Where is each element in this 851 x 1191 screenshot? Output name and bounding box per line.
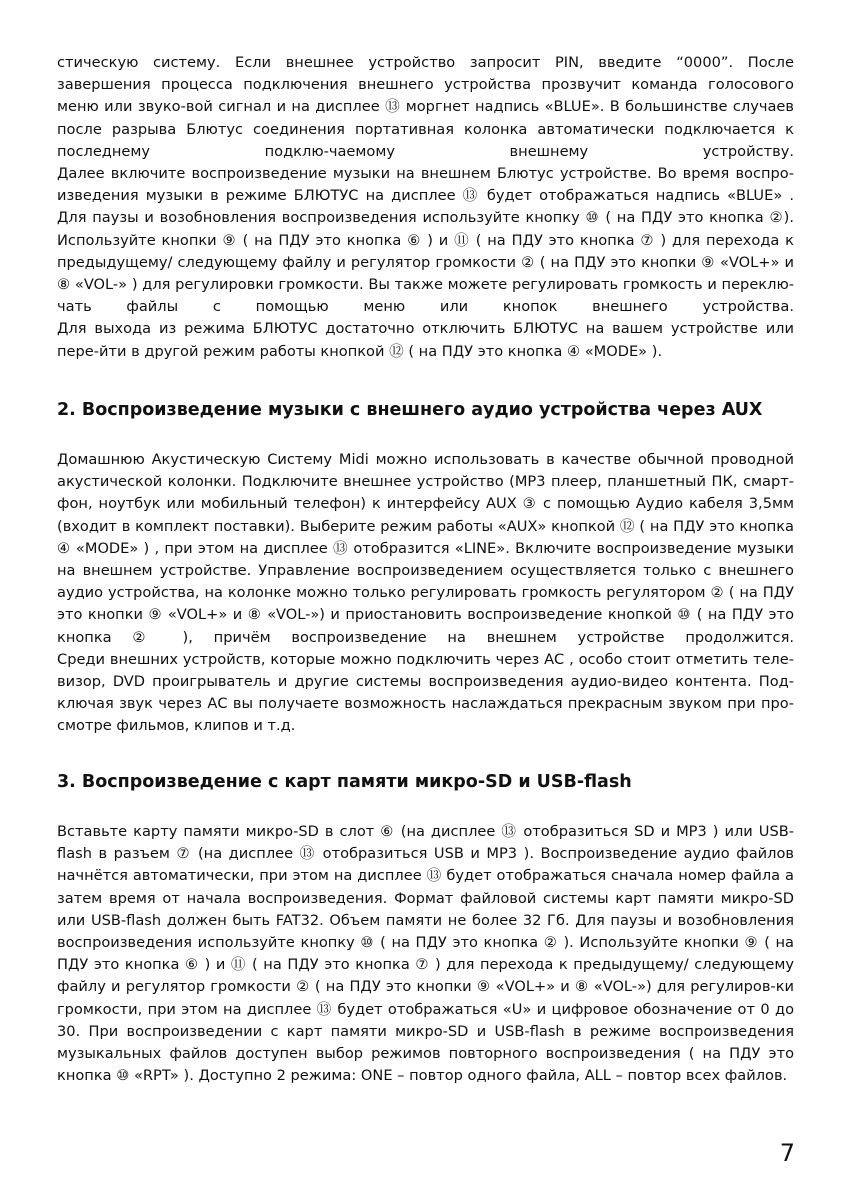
paragraph: стическую систему. Если внешнее устройство запросит PIN, введите “0000”. После завершения процесса подключения внешнего устройства прозвучит команда голосового меню или звуко-вой сигнал и на дисплее ⑬ моргнет надпись «BLUE». В большинстве случаев после разрыва Блютус соединения портативная колонка автоматически подключается к последнему подклю-чаемому внешнему устройству.	[57, 54, 794, 160]
section-1-text	[57, 52, 794, 363]
paragraph: Среди внешних устройств, которые можно подключить через АС , особо стоит отметить теле-визор, DVD проигрыватель и другие системы воспроизведения аудио-видео контента. Под-ключая звук через АС вы получаете возможность наслаждаться прекрасным звуком при про-смотре фильмов, клипов и т.д.	[57, 650, 794, 735]
section-3-text	[57, 821, 794, 1087]
paragraph: Вставьте карту памяти микро-SD в слот ⑥ (на дисплее ⑬ отобразиться SD и MP3 ) или USB-flash в разъем ⑦ (на дисплее ⑬ отобразиться USB и MP3 ). Воспроизведение аудио файлов начнётся автоматически, при этом на дисплее ⑬ будет отображаться сначала номер файла а затем время от начала воспроизведения. Формат файловой системы карт памяти микро-SD или USB-flash должен быть FAT32. Объем памяти не более 32 Гб. Для паузы и возобновления воспроизведения используйте кнопку ⑩ ( на ПДУ это кнопка ② ). Используйте кнопки ⑨ ( на ПДУ это кнопка ⑥ ) и ⑪ ( на ПДУ это кнопка ⑦ ) для перехода к предыдущему/ следующему файлу и регулятор громкости ② ( на ПДУ это кнопки ⑨ «VOL+» и ⑧ «VOL-») для регулиров-ки громкости, при этом на дисплее ⑬ будет отображаться «U» и цифровое обозначение от 0 до 30. При воспроизведении с карт памяти микро-SD и USB-flash в режиме воспроизведения музыкальных файлов доступен выбор режимов повторного воспроизведения ( на ПДУ это кнопка ⑩ «RPT» ). Доступно 2 режима: ONE – повтор одного файла, ALL – повтор всех файлов.	[57, 823, 794, 1085]
paragraph: Далее включите воспроизведение музыки на внешнем Блютус устройстве. Во время воспро-изведения музыки в режиме БЛЮТУС на дисплее ⑬ будет отображаться надпись «BLUE» . Для паузы и возобновления воспроизведения используйте кнопку ⑩ ( на ПДУ это кнопка ②). Используйте кнопки ⑨ ( на ПДУ это кнопка ⑥ ) и ⑪ ( на ПДУ это кнопка ⑦ ) для перехода к предыдущему/ следующему файлу и регулятор громкости ② ( на ПДУ это кнопки ⑨ «VOL+» и ⑧ «VOL-» ) для регулировки громкости. Вы также можете регулировать громкость и переклю-чать файлы с помощью меню или кнопок внешнего устройства.	[57, 165, 794, 316]
section-2-text	[57, 449, 794, 738]
section-3-heading: 3. Воспроизведение с карт памяти микро-SD и USB-flash	[57, 772, 632, 792]
paragraph: Домашнюю Акустическую Систему Midi можно использовать в качестве обычной проводной акустической колонки. Подключите внешнее устройство (MP3 плеер, планшетный ПК, смарт-фон, ноутбук или мобильный телефон) к интерфейсу AUX ③ с помощью Аудио кабеля 3,5мм (входит в комплект поставки). Выберите режим работы «AUX» кнопкой ⑫ ( на ПДУ это кнопка ④ «MODE» ) , при этом на дисплее ⑬ отобразится «LINE». Включите воспроизведение музыки на внешнем устройстве. Управление воспроизведением осуществляется только с внешнего аудио устройства, на колонке можно только регулировать громкость регулятором ② ( на ПДУ это кнопки ⑨ «VOL+» и ⑧ «VOL-») и приостановить воспроизведение кнопкой ⑩ ( на ПДУ это кнопка ② ), причём воспроизведение на внешнем устройстве продолжится.	[57, 451, 794, 646]
section-2-heading: 2. Воспроизведение музыки с внешнего аудио устройства через AUX	[57, 400, 763, 420]
page-number: 7	[779, 1139, 795, 1167]
paragraph: Для выхода из режима БЛЮТУС достаточно отключить БЛЮТУС на вашем устройстве или пере-йти в другой режим работы кнопкой ⑫ ( на ПДУ это кнопка ④ «MODE» ).	[57, 320, 794, 360]
